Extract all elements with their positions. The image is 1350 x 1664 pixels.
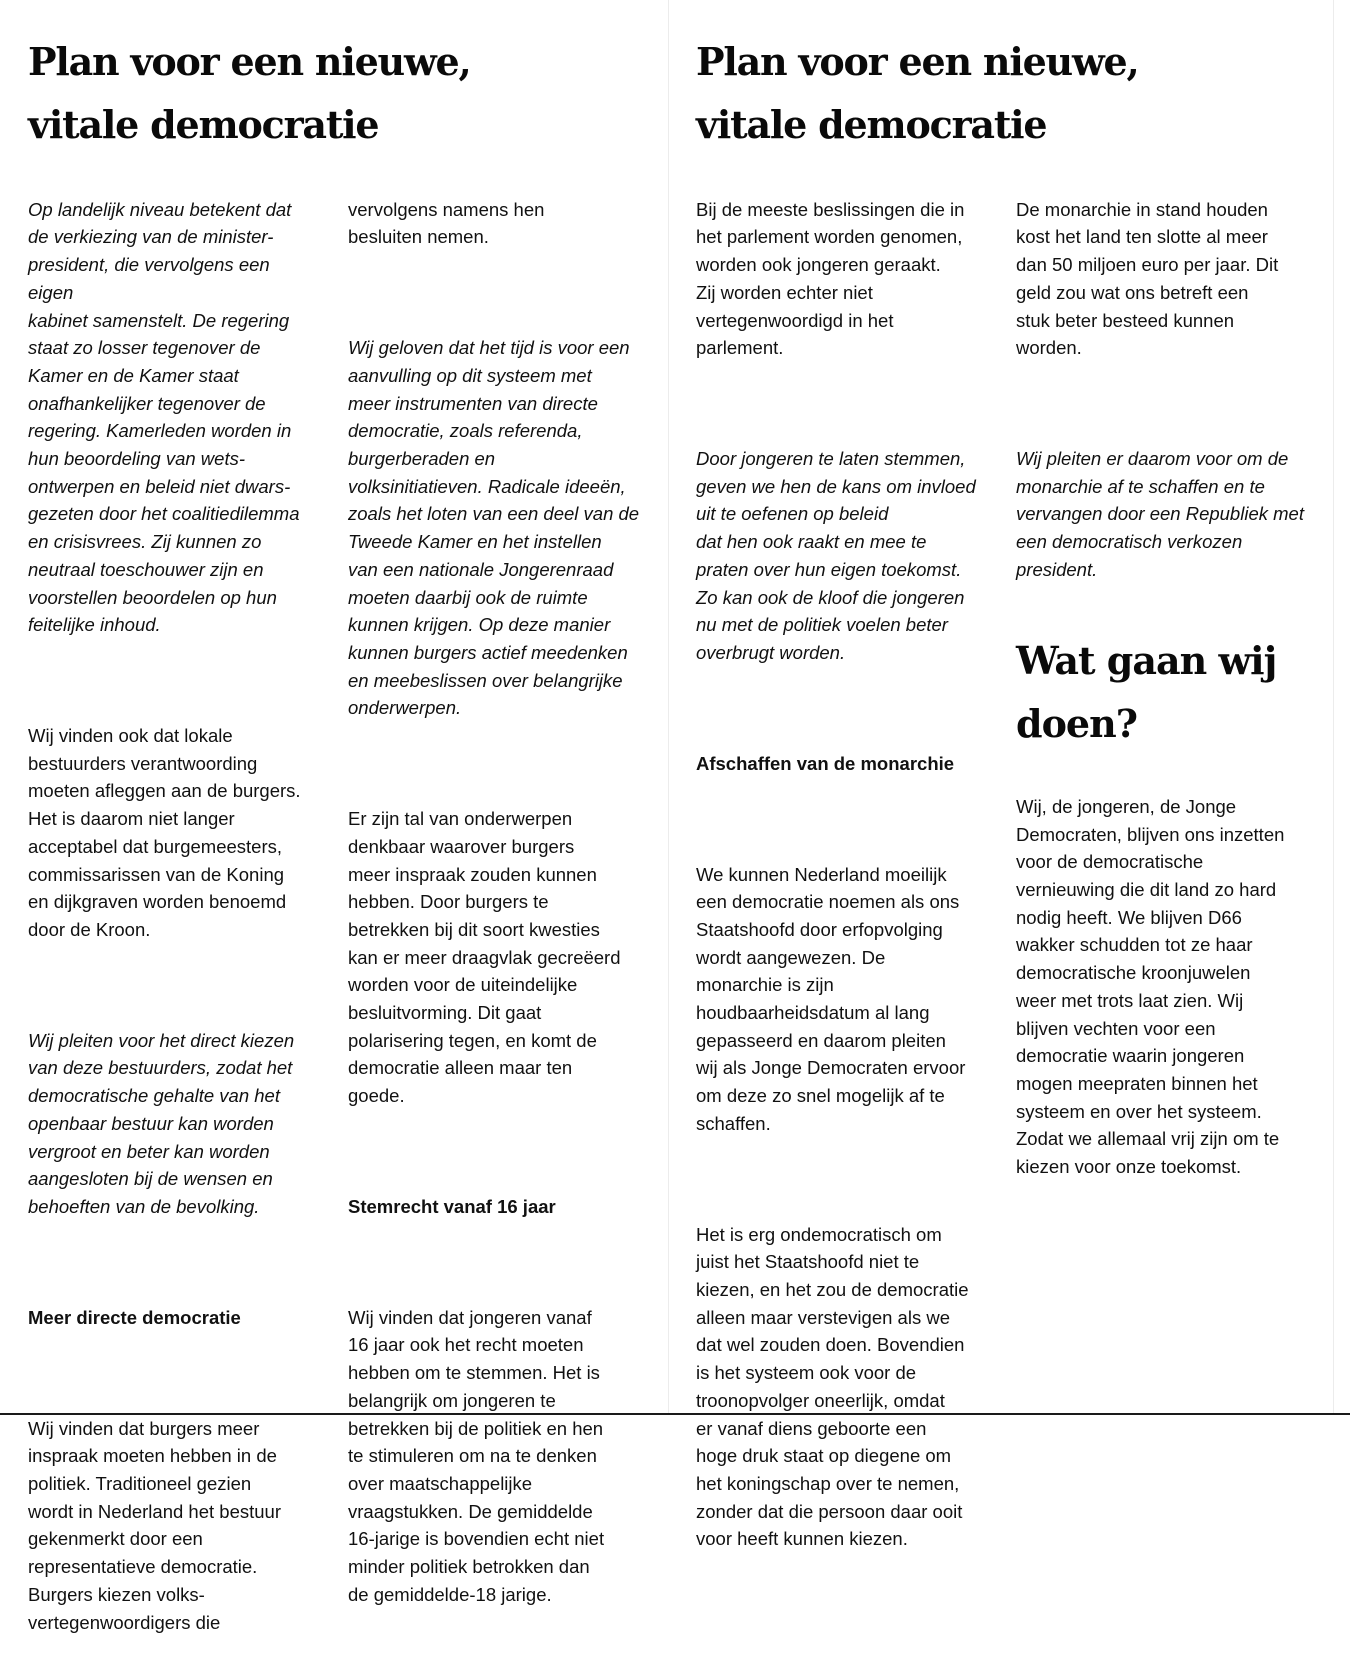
text-column-2 <box>1016 168 1312 1208</box>
paragraph: Wij, de jongeren, de Jonge Democraten, blijven ons inzetten voor de democratische vernieuwing die dit land zo hard nodig heeft. We blijven D66 wakker schudden tot ze haar democratische kroonjuwelen weer met trots laat zien. Wij blijven vechten voor een democratie waarin jongeren mogen meepraten binnen het systeem en over het systeem. Zodat we allemaal vrij zijn om te kiezen voor onze toekomst. <box>1016 795 1285 1178</box>
title-line-2: vitale democratie <box>696 102 1047 147</box>
paragraph: Er zijn tal van onderwerpen denkbaar waarover burgers meer inspraak zouden kunnen hebben. Door burgers te betrekken bij dit soort kwesties kan er meer draagvlak gecreëerd worden voor de uiteindelijke besluitvorming. Dit gaat polarisering tegen, en komt de democratie alleen maar ten goede. <box>348 808 621 1107</box>
text-column-1 <box>28 168 320 1664</box>
paragraph: Wij vinden ook dat lokale bestuurders verantwoording moeten afleggen aan de burgers. Het is daarom niet langer acceptabel dat burgemeesters, commissarissen van de Koning en dijkgraven worden benoemd door de Kroon. <box>28 725 301 940</box>
section-title-line-1: Wat gaan wij <box>1016 638 1277 684</box>
paragraph: Wij vinden dat jongeren vanaf 16 jaar ook het recht moeten hebben om te stemmen. Het is belangrijk om jongeren te betrekken bij de politiek en hen te stimuleren om na te denken over maatschappelijke vraagstukken. De gemiddelde 16-jarige is bovendien echt niet minder politiek betrokken dan de gemiddelde-18 jarige. <box>348 1306 605 1605</box>
section-heading: Afschaffen van de monarchie <box>696 752 955 774</box>
title-line-1: Plan voor een nieuwe, <box>696 39 1139 84</box>
section-heading: Stemrecht vanaf 16 jaar <box>348 1195 556 1217</box>
page-title <box>696 30 1296 156</box>
right-page <box>668 0 1334 1550</box>
section-title-line-2: doen? <box>1016 701 1137 747</box>
section-heading: Meer directe democratie <box>28 1306 241 1328</box>
title-line-2: vitale democratie <box>28 102 379 147</box>
paragraph: Wij pleiten voor het direct kiezen van deze bestuurders, zodat het democratische gehalte van het openbaar bestuur kan worden vergroot en beter kan worden aangesloten bij de wensen en behoeften van de bevolking. <box>28 1029 295 1217</box>
paragraph: Bij de meeste beslissingen die in het parlement worden genomen, worden ook jongeren geraakt. Zij worden echter niet vertegenwoordigd in het parlement. <box>696 198 965 359</box>
page-title <box>28 30 628 156</box>
paragraph: Wij geloven dat het tijd is voor een aanvulling op dit systeem met meer instrumenten van directe democratie, zoals referenda, burgerberaden en volksinitiatieven. Radicale ideeën, zoals het loten van een deel van de Tweede Kamer en het instellen van een nationale Jongerenraad moeten daarbij ook de ruimte kunnen krijgen. Op deze manier kunnen burgers actief meedenken en meebeslissen over belangrijke onderwerpen. <box>348 337 640 719</box>
left-page <box>0 0 668 1633</box>
text-column-2 <box>348 168 644 1636</box>
paragraph: Wij vinden dat burgers meer inspraak moeten hebben in de politiek. Traditioneel gezien wordt in Nederland het bestuur gekenmerkt door een representatieve democratie. Burgers kiezen volks- vertegenwoordigers die <box>28 1417 281 1633</box>
paragraph: We kunnen Nederland moeilijk een democratie noemen als ons Staatshoofd door erfopvolging wordt aangewezen. De monarchie is zijn houdbaarheidsdatum al lang gepasseerd en daarom pleiten wij als Jonge Democraten ervoor om deze zo snel mogelijk af te schaffen. <box>696 863 966 1134</box>
text-column-1 <box>696 168 992 1581</box>
title-line-1: Plan voor een nieuwe, <box>28 39 471 84</box>
paragraph: De monarchie in stand houden kost het land ten slotte al meer dan 50 miljoen euro per jaar. Dit geld zou wat ons betreft een stuk beter besteed kunnen worden. <box>1016 198 1279 359</box>
paragraph: Het is erg ondemocratisch om juist het Staatshoofd niet te kiezen, en het zou de democratie alleen maar verstevigen als we dat wel zouden doen. Bovendien is het systeem ook voor de troonopvolger oneerlijk, omdat er vanaf diens geboorte een hoge druk staat op diegene om het koningschap over te nemen, zonder dat die persoon daar ooit voor heeft kunnen kiezen. <box>696 1223 969 1550</box>
section-title <box>1016 629 1312 755</box>
paragraph: Wij pleiten er daarom voor om de monarchie af te schaffen en te vervangen door een Republiek met een democratisch verkozen president. <box>1016 448 1304 580</box>
paragraph: Door jongeren te laten stemmen, geven we hen de kans om invloed uit te oefenen op beleid dat hen ook raakt en mee te praten over hun eigen toekomst. Zo kan ook de kloof die jongeren nu met de politiek voelen beter overbrugt worden. <box>696 448 976 663</box>
paragraph: vervolgens namens hen besluiten nemen. <box>348 198 545 248</box>
bottom-rule <box>0 1413 1350 1415</box>
paragraph: Op landelijk niveau betekent dat de verkiezing van de minister- president, die vervolgens een eigen kabinet samenstelt. De regering staat zo losser tegenover de Kamer en de Kamer staat onafhankelijker tegenover de regering. Kamerleden worden in hun beoordeling van wets- ontwerpen en beleid niet dwars- gezeten door het coalitiedilemma en crisisvrees. Zij kunnen zo neutraal toeschouwer zijn en voorstellen beoordelen op hun feitelijke inhoud. <box>28 198 300 636</box>
